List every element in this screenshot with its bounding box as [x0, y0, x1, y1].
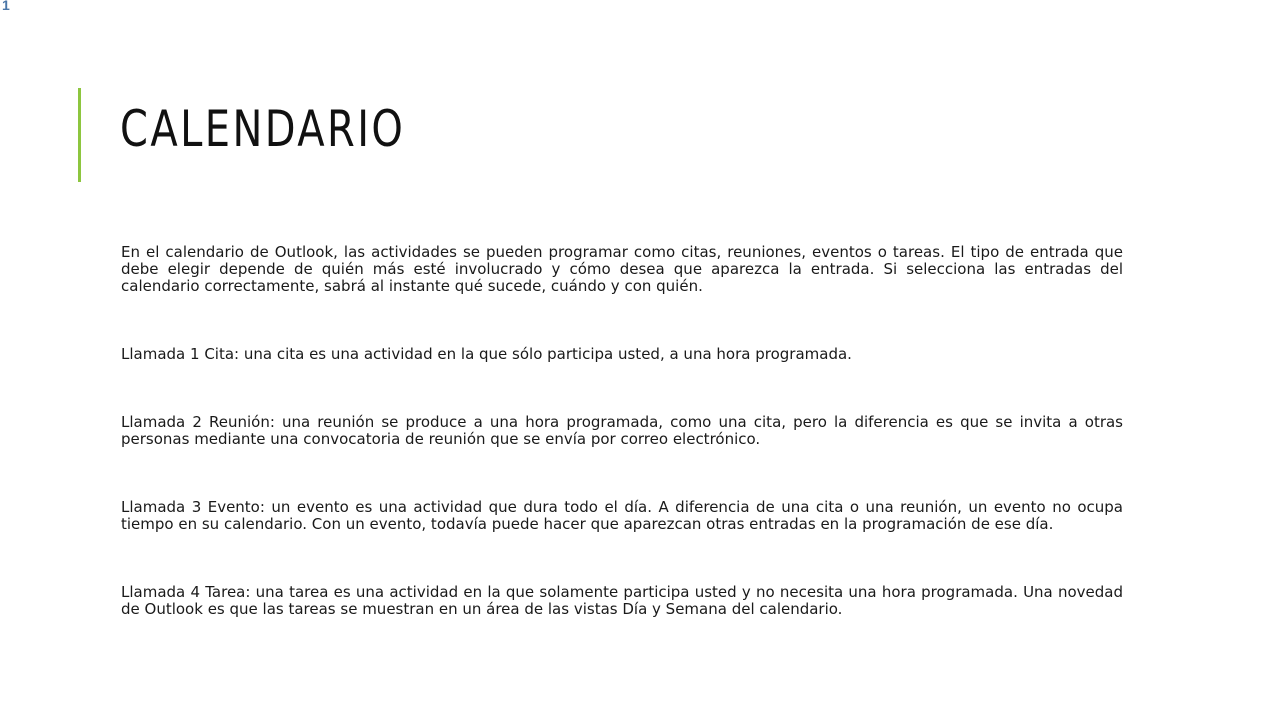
title-accent-bar	[78, 88, 81, 182]
slide-body	[121, 244, 1123, 618]
callout-4-paragraph: Llamada 4 Tarea: una tarea es una actividad en la que solamente participa usted y no necesita una hora programada. Una novedad de Outlook es que las tareas se muestran en un área de las vistas Día y Semana del calendario.	[121, 583, 1123, 618]
slide-number: 1	[2, 0, 10, 13]
callout-2-paragraph: Llamada 2 Reunión: una reunión se produce a una hora programada, como una cita, pero la diferencia es que se invita a otras personas mediante una convocatoria de reunión que se envía por correo electrónico.	[121, 413, 1123, 448]
intro-paragraph: En el calendario de Outlook, las actividades se pueden programar como citas, reuniones, eventos o tareas. El tipo de entrada que debe elegir depende de quién más esté involucrado y cómo desea que aparezca la entrada. Si selecciona las entradas del calendario correctamente, sabrá al instante qué sucede, cuándo y con quién.	[121, 243, 1123, 295]
callout-1-paragraph: Llamada 1 Cita: una cita es una actividad en la que sólo participa usted, a una hora programada.	[121, 345, 852, 363]
callout-3-paragraph: Llamada 3 Evento: un evento es una actividad que dura todo el día. A diferencia de una cita o una reunión, un evento no ocupa tiempo en su calendario. Con un evento, todavía puede hacer que aparezcan otras entradas en la programación de ese día.	[121, 498, 1123, 533]
slide-title: CALENDARIO	[120, 100, 406, 158]
